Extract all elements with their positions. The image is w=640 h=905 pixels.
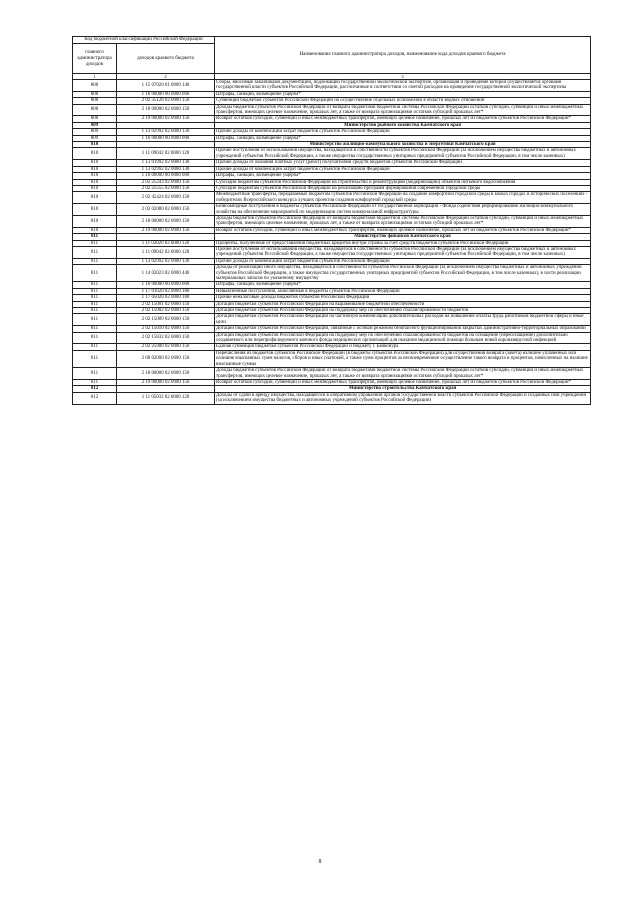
income-name-cell: Субсидии бюджетам субъектов Российской Федерации на строительство и реконструкцию (модернизацию) объектов питьевого водоснабжения [215, 179, 591, 185]
table-row [73, 80, 591, 92]
income-name-cell: Доходы бюджетов субъектов Российской Федерации от возврата бюджетами бюджетной системы Российской Федерации остатков субсидий, субвенций и иных межбюджетных трансфертов, имеющих целевое назначение, прошлых лет, а также от возврата организациями остатков субсидий прошлых лет* [215, 104, 591, 116]
income-code-cell: 2 02 15002 02 0000 150 [117, 308, 215, 314]
admin-code-cell: 811 [73, 326, 117, 332]
document-page [72, 36, 590, 405]
income-code-cell: 1 16 00000 00 0000 000 [117, 282, 215, 288]
income-code-cell: 2 18 00000 02 0000 150 [117, 104, 215, 116]
income-name-cell: Прочие поступления от использования имущества, находящегося в собственности субъектов Российской Федерации (за исключением имущества бюджетных и автономных учреждений субъектов Российской Федерации, а также имущества государственных унитарных предприятий субъектов Российской Федерации, в том числе казенных) [215, 246, 591, 258]
income-code-cell: 1 14 02023 02 0000 440 [117, 265, 215, 282]
table-row [73, 204, 591, 216]
admin-code-cell: 810 [73, 173, 117, 179]
header-col3-title: Наименование главного администратора доходов, наименование кода доходов краевого бюджета [215, 37, 591, 74]
income-name-cell: Доходы бюджетов субъектов Российской Федерации от возврата бюджетами бюджетной системы Российской Федерации остатков субсидий, субвенций и иных межбюджетных трансфертов, имеющих целевое назначение, прошлых лет, а также от возврата организациями остатков субсидий прошлых лет* [215, 215, 591, 227]
admin-code-cell: 811 [73, 234, 117, 240]
income-name-cell: Сборы, вносимые заказчиками документации, подлежащей государственной экологической экспертизе, организация и проведение которой осуществляется органами государственной власти субъектов Российской Федерации, рассчитанные в соответствии со сметой расходов на проведение государственной экологической экспертизы [215, 80, 591, 92]
admin-code-cell: 811 [73, 379, 117, 385]
income-code-cell: 2 18 00000 02 0000 150 [117, 368, 215, 380]
income-code-cell: 1 17 01020 02 0000 180 [117, 288, 215, 294]
admin-code-cell: 811 [73, 308, 117, 314]
page-number: 8 [318, 859, 322, 865]
admin-code-cell: 811 [73, 288, 117, 294]
admin-code-cell: 808 [73, 80, 117, 92]
income-name-cell: Дотации бюджетам субъектов Российской Федерации на поддержку мер по обеспечению сбалансированности бюджетов на оснащение (переоснащение) дополнительно создаваемого или перепрофилируемого коечного фонда медицинских организаций для оказания медицинской помощи больным новой коронавирусной инфекцией [215, 332, 591, 344]
income-code-cell: 2 19 00000 02 0000 150 [117, 227, 215, 233]
admin-code-cell: 809 [73, 129, 117, 135]
income-name-cell: Министерство финансов Камчатского края [215, 234, 591, 240]
table-row [73, 392, 591, 404]
table-row [73, 314, 591, 326]
income-name-cell: Министерство рыбного хозяйства Камчатского края [215, 122, 591, 128]
table-row [73, 246, 591, 258]
income-name-cell: Дотации бюджетам субъектов Российской Федерации, связанные с особым режимом безопасного функционирования закрытых административно-территориальных образований [215, 326, 591, 332]
income-name-cell: Проценты, полученные от предоставления бюджетных кредитов внутри страны за счет средств бюджетов субъектов Российской Федерации [215, 240, 591, 246]
income-code-cell: 2 02 15832 02 0000 150 [117, 332, 215, 344]
income-code-cell: 1 16 00000 00 0000 000 [117, 91, 215, 97]
income-code-cell: 1 11 09042 02 0000 120 [117, 148, 215, 160]
admin-code-cell: 810 [73, 192, 117, 204]
table-row [73, 104, 591, 116]
income-code-cell: 1 11 03020 02 0000 120 [117, 240, 215, 246]
income-name-cell: Штрафы, санкции, возмещение ущерба* [215, 135, 591, 141]
income-name-cell: Субвенции бюджетам субъектов Российской Федерации на осуществление отдельных полномочий в области водных отношений [215, 98, 591, 104]
admin-code-cell: 811 [73, 350, 117, 367]
admin-code-cell: 810 [73, 160, 117, 166]
income-code-cell: 2 02 25900 02 0000 150 [117, 344, 215, 350]
income-code-cell: 2 02 45424 02 0000 150 [117, 192, 215, 204]
income-code-cell: 1 16 00000 00 0000 000 [117, 173, 215, 179]
admin-code-cell: 811 [73, 301, 117, 307]
income-code-cell: 2 19 00000 02 0000 150 [117, 116, 215, 122]
table-row [73, 332, 591, 344]
income-code-cell: 2 02 35128 02 0000 150 [117, 98, 215, 104]
header-num-2: 2 [117, 74, 215, 80]
admin-code-cell: 808 [73, 116, 117, 122]
admin-code-cell: 811 [73, 295, 117, 301]
income-name-cell: Министерство жилищно-коммунального хозяйства и энергетики Камчатского края [215, 142, 591, 148]
income-name-cell: Прочие поступления от использования имущества, находящегося в собственности субъектов Российской Федерации (за исключением имущества бюджетных и автономных учреждений субъектов Российской Федерации, а также имущества государственных унитарных предприятий субъектов Российской Федерации, в том числе казенных) [215, 148, 591, 160]
admin-code-cell: 811 [73, 246, 117, 258]
income-name-cell: Доходы бюджетов субъектов Российской Федерации от возврата бюджетами бюджетной системы Российской Федерации остатков субсидий, субвенций и иных межбюджетных трансфертов, имеющих целевое назначение, прошлых лет, а также от возврата организациями остатков субсидий прошлых лет* [215, 368, 591, 380]
admin-code-cell: 810 [73, 215, 117, 227]
income-code-cell: 1 17 05020 02 0000 180 [117, 295, 215, 301]
income-name-cell: Перечисления из бюджетов субъектов Российской Федерации (в бюджеты субъектов Российской Федерации) для осуществления возврата (зачета) излишне уплаченных или излишне взысканных сумм налогов, сборов и иных платежей, а также сумм процентов за несвоевременное осуществление такого возврата и процентов, начисленных на излишне взысканные суммы [215, 350, 591, 367]
income-name-cell: Прочие доходы от компенсации затрат бюджетов субъектов Российской Федерации [215, 258, 591, 264]
table-row [73, 192, 591, 204]
admin-code-cell: 811 [73, 368, 117, 380]
income-code-cell: 1 13 01992 02 0000 130 [117, 160, 215, 166]
income-name-cell: Возврат остатков субсидий, субвенций и иных межбюджетных трансфертов, имеющих целевое назначение, прошлых лет из бюджетов субъектов Российской Федерации* [215, 379, 591, 385]
income-code-cell: 1 11 09042 02 0000 120 [117, 246, 215, 258]
header-num-3: 3 [215, 74, 591, 80]
admin-code-cell: 808 [73, 104, 117, 116]
income-name-cell: Возврат остатков субсидий, субвенций и иных межбюджетных трансфертов, имеющих целевое назначение, прошлых лет из бюджетов субъектов Российской Федерации* [215, 116, 591, 122]
income-name-cell: Министерство строительства Камчатского края [215, 386, 591, 392]
table-row [73, 215, 591, 227]
admin-code-cell: 811 [73, 240, 117, 246]
income-name-cell: Прочие доходы от компенсации затрат бюджетов субъектов Российской Федерации [215, 129, 591, 135]
income-code-cell: 1 13 02992 02 0000 130 [117, 258, 215, 264]
admin-code-cell: 810 [73, 204, 117, 216]
admin-code-cell: 811 [73, 282, 117, 288]
income-code-cell: 1 13 02992 02 0000 130 [117, 166, 215, 172]
admin-code-cell: 810 [73, 166, 117, 172]
admin-code-cell: 808 [73, 91, 117, 97]
income-code-cell: 1 13 02992 02 0000 130 [117, 129, 215, 135]
income-code-cell: 1 16 00000 00 0000 000 [117, 135, 215, 141]
income-name-cell: Дотации бюджетам субъектов Российской Федерации на частичную компенсацию дополнительных расходов на повышение оплаты труда работников бюджетной сферы и иные цели [215, 314, 591, 326]
table-row [73, 350, 591, 367]
income-code-cell: 1 15 07020 01 0000 140 [117, 80, 215, 92]
income-code-cell: 2 08 02000 02 0000 150 [117, 350, 215, 367]
income-name-cell: Прочие доходы от компенсации затрат бюджетов субъектов Российской Федерации [215, 166, 591, 172]
income-code-cell: 2 18 00000 02 0000 150 [117, 215, 215, 227]
income-code-cell: 2 02 25555 02 0000 150 [117, 185, 215, 191]
income-name-cell: Штрафы, санкции, возмещение ущерба* [215, 282, 591, 288]
income-name-cell: Дотации бюджетам субъектов Российской Федерации на поддержку мер по обеспечению сбалансированности бюджетов [215, 308, 591, 314]
income-name-cell: Субсидии бюджетам субъектов Российской Федерации на реализацию программ формирования современной городской среды [215, 185, 591, 191]
income-name-cell: Невыясненные поступления, зачисляемые в бюджеты субъектов Российской Федерации [215, 288, 591, 294]
admin-code-cell: 811 [73, 344, 117, 350]
table-row [73, 368, 591, 380]
admin-code-cell: 810 [73, 142, 117, 148]
admin-code-cell: 811 [73, 265, 117, 282]
table-row [73, 148, 591, 160]
header-col1-title: главного администратора доходов [73, 44, 117, 74]
admin-code-cell: 810 [73, 185, 117, 191]
header-group-title: Код бюджетной классификации Российской Федерации [73, 37, 215, 44]
income-name-cell: Доходы от сдачи в аренду имущества, находящегося в оперативном управлении органов государственной власти субъектов Российской Федерации и созданных ими учреждений (за исключением имущества бюджетных и автономных учреждений субъектов Российской Федерации) [215, 392, 591, 404]
header-num-1: 1 [73, 74, 117, 80]
income-code-cell: 2 02 15009 02 0000 150 [117, 314, 215, 326]
admin-code-cell: 810 [73, 148, 117, 160]
table-row [73, 179, 591, 185]
income-code-cell: 2 03 02080 02 0000 150 [117, 204, 215, 216]
income-name-cell: Прочие доходы от оказания платных услуг (работ) получателями средств бюджетов субъектов Российской Федерации [215, 160, 591, 166]
income-code-cell: 2 02 15010 02 0000 150 [117, 326, 215, 332]
income-code-cell: 2 19 00000 02 0000 150 [117, 379, 215, 385]
admin-code-cell: 812 [73, 386, 117, 392]
admin-code-cell: 811 [73, 258, 117, 264]
admin-code-cell: 809 [73, 135, 117, 141]
income-name-cell: Доходы от реализации иного имущества, находящегося в собственности субъектов Российской Федерации (за исключением имущества бюджетных и автономных учреждений субъектов Российской Федерации, а также имущества государственных унитарных предприятий субъектов Российской Федерации, в том числе казенных), в части реализации материальных запасов по указанному имуществу [215, 265, 591, 282]
table-header [73, 37, 591, 80]
income-name-cell: Безвозмездные поступления в бюджеты субъектов Российской Федерации от государственной корпорации - Фонда содействия реформированию жилищно-коммунального хозяйства на обеспечение мероприятий по модернизации систем коммунальной инфраструктуры [215, 204, 591, 216]
admin-code-cell: 808 [73, 98, 117, 104]
income-code-cell: 2 02 15001 02 0000 150 [117, 301, 215, 307]
admin-code-cell: 812 [73, 392, 117, 404]
income-name-cell: Штрафы, санкции, возмещение ущерба* [215, 91, 591, 97]
header-col2-title: доходов краевого бюджета [117, 44, 215, 74]
income-code-cell: 2 02 25243 02 0000 150 [117, 179, 215, 185]
income-code-cell: 1 11 05032 02 0000 120 [117, 392, 215, 404]
income-name-cell: Прочие неналоговые доходы бюджетов субъектов Российской Федерации [215, 295, 591, 301]
income-name-cell: Штрафы, санкции, возмещение ущерба* [215, 173, 591, 179]
table-row [73, 265, 591, 282]
admin-code-cell: 809 [73, 122, 117, 128]
admin-code-cell: 810 [73, 179, 117, 185]
table-row [73, 116, 591, 122]
table-row [73, 326, 591, 332]
table-row [73, 379, 591, 385]
income-name-cell: Единая субвенция бюджетам субъектов Российской Федерации и бюджету г. Байконура [215, 344, 591, 350]
income-name-cell: Межбюджетные трансферты, передаваемые бюджетам субъектов Российской Федерации на создание комфортной городской среды в малых городах и исторических поселениях - победителях Всероссийского конкурса лучших проектов создания комфортной городской среды [215, 192, 591, 204]
admin-code-cell: 811 [73, 332, 117, 344]
admin-code-cell: 811 [73, 314, 117, 326]
table-body [73, 80, 591, 405]
admin-code-cell: 810 [73, 227, 117, 233]
income-name-cell: Возврат остатков субсидий, субвенций и иных межбюджетных трансфертов, имеющих целевое назначение, прошлых лет из бюджетов субъектов Российской Федерации* [215, 227, 591, 233]
income-name-cell: Дотации бюджетам субъектов Российской Федерации на выравнивание бюджетной обеспеченности [215, 301, 591, 307]
table-row [73, 227, 591, 233]
budget-classification-table [72, 36, 591, 405]
